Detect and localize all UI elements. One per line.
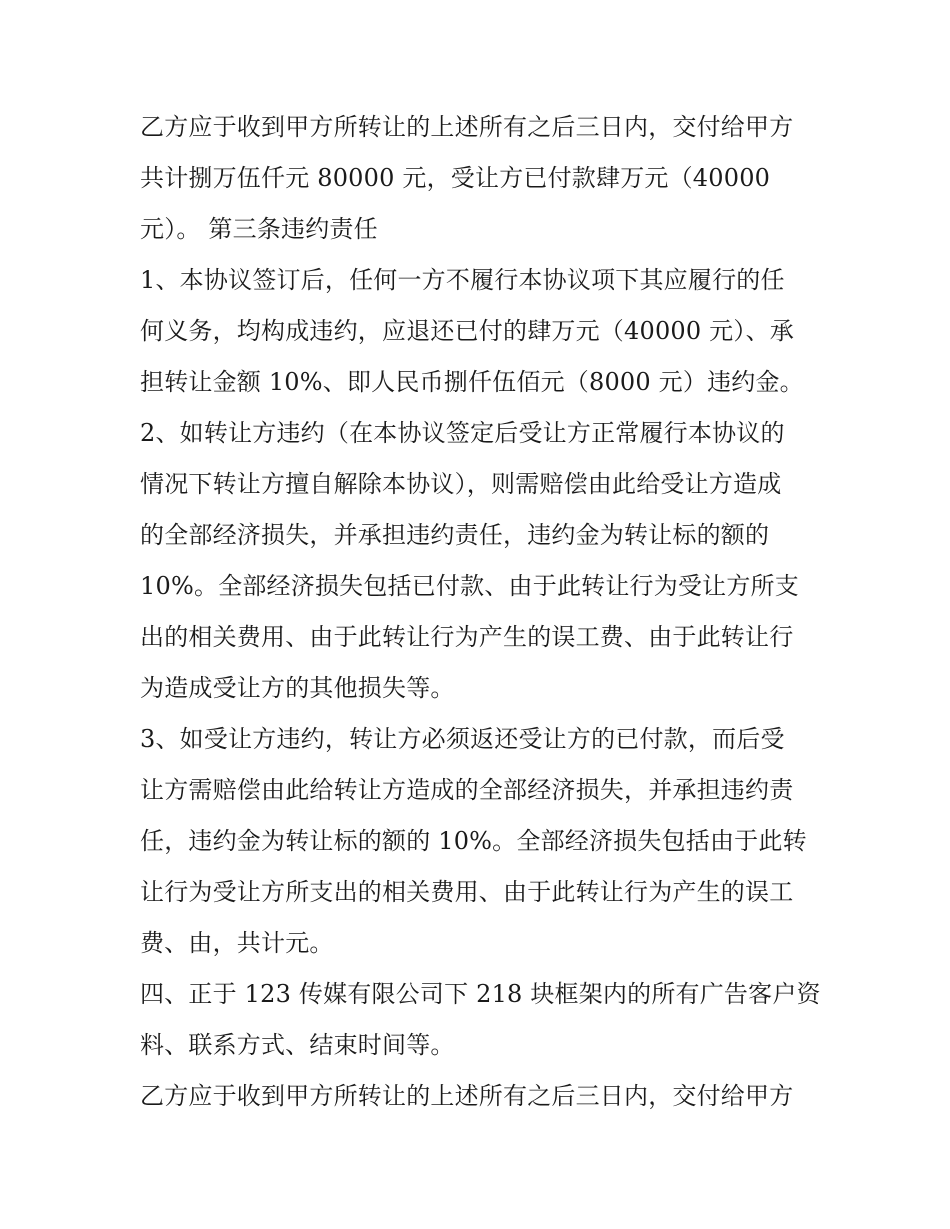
text-line: 四、正于 123 传媒有限公司下 218 块框架内的所有广告客户资	[140, 980, 821, 1008]
text-line: 料、联系方式、结束时间等。	[140, 1031, 455, 1059]
text-line: 任，违约金为转让标的额的 10%。全部经济损失包括由于此转	[140, 827, 807, 855]
text-line: 元）。 第三条违约责任	[140, 215, 378, 243]
text-line: 共计捌万伍仟元 80000 元，受让方已付款肆万元（40000	[140, 164, 771, 192]
text-line: 3、如受让方违约，转让方必须返还受让方的已付款，而后受	[140, 725, 785, 753]
text-line: 让方需赔偿由此给转让方造成的全部经济损失，并承担违约责	[140, 776, 794, 804]
text-line: 乙方应于收到甲方所转让的上述所有之后三日内，交付给甲方	[140, 113, 794, 141]
text-line: 情况下转让方擅自解除本协议），则需赔偿由此给受让方造成	[140, 470, 782, 498]
text-line: 的全部经济损失，并承担违约责任，违约金为转让标的额的	[140, 521, 770, 549]
text-line: 10%。全部经济损失包括已付款、由于此转让行为受让方所支	[140, 572, 799, 600]
text-line: 何义务，均构成违约，应退还已付的肆万元（40000 元）、承	[140, 317, 794, 345]
document-body	[140, 102, 820, 1122]
text-line: 2、如转让方违约（在本协议签定后受让方正常履行本协议的	[140, 419, 785, 447]
text-line: 让行为受让方所支出的相关费用、由于此转让行为产生的误工	[140, 878, 794, 906]
text-line: 出的相关费用、由于此转让行为产生的误工费、由于此转让行	[140, 623, 794, 651]
text-line: 1、本协议签订后，任何一方不履行本协议项下其应履行的任	[140, 266, 785, 294]
text-line: 为造成受让方的其他损失等。	[140, 674, 455, 702]
text-line: 费、由，共计元。	[140, 929, 334, 957]
text-line: 担转让金额 10%、即人民币捌仟伍佰元（8000 元）违约金。	[140, 368, 804, 396]
text-line: 乙方应于收到甲方所转让的上述所有之后三日内，交付给甲方	[140, 1082, 794, 1110]
